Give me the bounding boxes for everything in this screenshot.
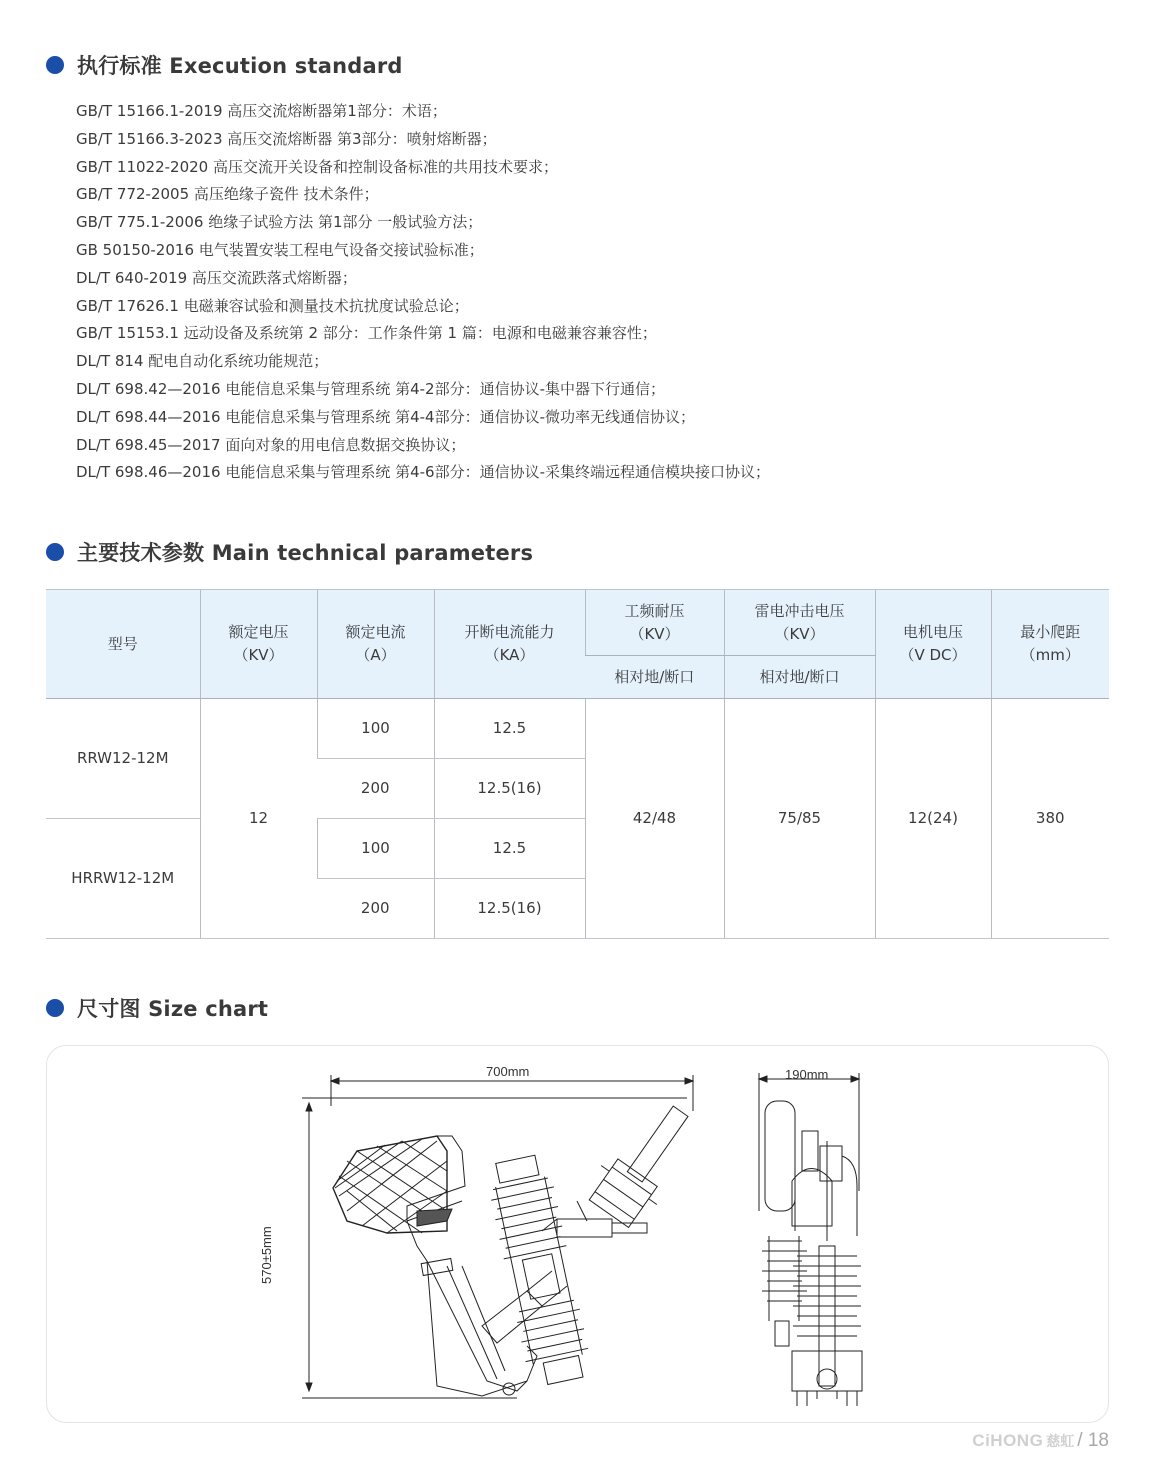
section-title-size-chart: [46, 993, 268, 1023]
table-row: [46, 699, 1109, 759]
page-footer: [972, 1430, 1109, 1452]
list-item: DL/T 698.45—2017 面向对象的用电信息数据交换协议；: [76, 435, 466, 454]
header-power-frequency-sub: 相对地/断口: [585, 656, 724, 699]
list-item: GB/T 775.1-2006 绝缘子试验方法 第1部分 一般试验方法；: [76, 213, 483, 232]
list-item: DL/T 698.46—2016 电能信息采集与管理系统 第4-6部分：通信协议-采集终端远程通信模块接口协议；: [76, 463, 771, 482]
header-lightning-impulse-sub: 相对地/断口: [724, 656, 875, 699]
size-chart-panel: [46, 1045, 1109, 1423]
header-creepage: 最小爬距 （mm）: [991, 590, 1109, 699]
section-title-text: 主要技术参数 Main technical parameters: [77, 541, 534, 565]
cell-motor-voltage: 12(24): [875, 699, 991, 939]
header-lightning-impulse: 雷电冲击电压 （KV）: [724, 590, 875, 656]
cell-breaking-capacity: 12.5: [434, 819, 585, 879]
header-rated-voltage: 额定电压 （KV）: [200, 590, 317, 699]
section-title-text: 尺寸图 Size chart: [77, 997, 269, 1021]
cell-power-frequency: 42/48: [585, 699, 724, 939]
header-motor-voltage: 电机电压 （V DC）: [875, 590, 991, 699]
list-item: GB 50150-2016 电气装置安装工程电气设备交接试验标准；: [76, 240, 484, 259]
cell-breaking-capacity: 12.5(16): [434, 759, 585, 819]
brand-logo: CiHONG: [972, 1431, 1044, 1450]
cell-rated-current: 200: [317, 879, 434, 939]
standards-list: [76, 98, 770, 487]
section-title-text: 执行标准 Execution standard: [77, 54, 403, 78]
list-item: DL/T 814 配电自动化系统功能规范；: [76, 352, 329, 371]
side-width-dimension-label: 190mm: [785, 1067, 829, 1082]
cell-breaking-capacity: 12.5(16): [434, 879, 585, 939]
list-item: GB/T 17626.1 电磁兼容试验和测量技术抗扰度试验总论；: [76, 296, 469, 315]
cell-rated-current: 100: [317, 819, 434, 879]
cell-lightning-impulse: 75/85: [724, 699, 875, 939]
header-rated-current: 额定电流 （A）: [317, 590, 434, 699]
cell-rated-current: 100: [317, 699, 434, 759]
section-title-parameters: [46, 537, 533, 567]
cell-model: HRRW12-12M: [46, 819, 200, 939]
cell-rated-current: 200: [317, 759, 434, 819]
list-item: DL/T 698.44—2016 电能信息采集与管理系统 第4-4部分：通信协议-微功率无线通信协议；: [76, 407, 696, 426]
width-dimension-label: 700mm: [486, 1064, 530, 1079]
list-item: GB/T 772-2005 高压绝缘子瓷件 技术条件；: [76, 185, 379, 204]
list-item: DL/T 698.42—2016 电能信息采集与管理系统 第4-2部分：通信协议-集中器下行通信；: [76, 379, 666, 398]
brand-logo-cn: 慈虹: [1046, 1434, 1075, 1450]
side-view-drawing: [747, 1061, 877, 1421]
list-item: GB/T 15153.1 远动设备及系统第 2 部分：工作条件第 1 篇：电源和电磁兼容兼容性；: [76, 324, 657, 343]
front-view-drawing: [287, 1061, 707, 1421]
cell-creepage: 380: [991, 699, 1109, 939]
cell-rated-voltage: 12: [200, 699, 317, 939]
list-item: GB/T 15166.3-2023 高压交流熔断器 第3部分：喷射熔断器；: [76, 129, 497, 148]
parameters-table: [46, 589, 1109, 939]
bullet-dot-icon: [46, 56, 64, 74]
cell-breaking-capacity: 12.5: [434, 699, 585, 759]
header-model: 型号: [46, 590, 200, 699]
cell-model: RRW12-12M: [46, 699, 200, 819]
bullet-dot-icon: [46, 999, 64, 1017]
height-dimension-label: 570±5mm: [259, 1226, 274, 1284]
bullet-dot-icon: [46, 543, 64, 561]
section-title-standards: [46, 50, 403, 80]
header-power-frequency: 工频耐压 （KV）: [585, 590, 724, 656]
header-breaking-capacity: 开断电流能力 （KA）: [434, 590, 585, 699]
list-item: DL/T 640-2019 高压交流跌落式熔断器；: [76, 268, 357, 287]
list-item: GB/T 11022-2020 高压交流开关设备和控制设备标准的共用技术要求；: [76, 157, 558, 176]
page-number: / 18: [1077, 1430, 1109, 1451]
list-item: GB/T 15166.1-2019 高压交流熔断器第1部分：术语；: [76, 102, 447, 120]
